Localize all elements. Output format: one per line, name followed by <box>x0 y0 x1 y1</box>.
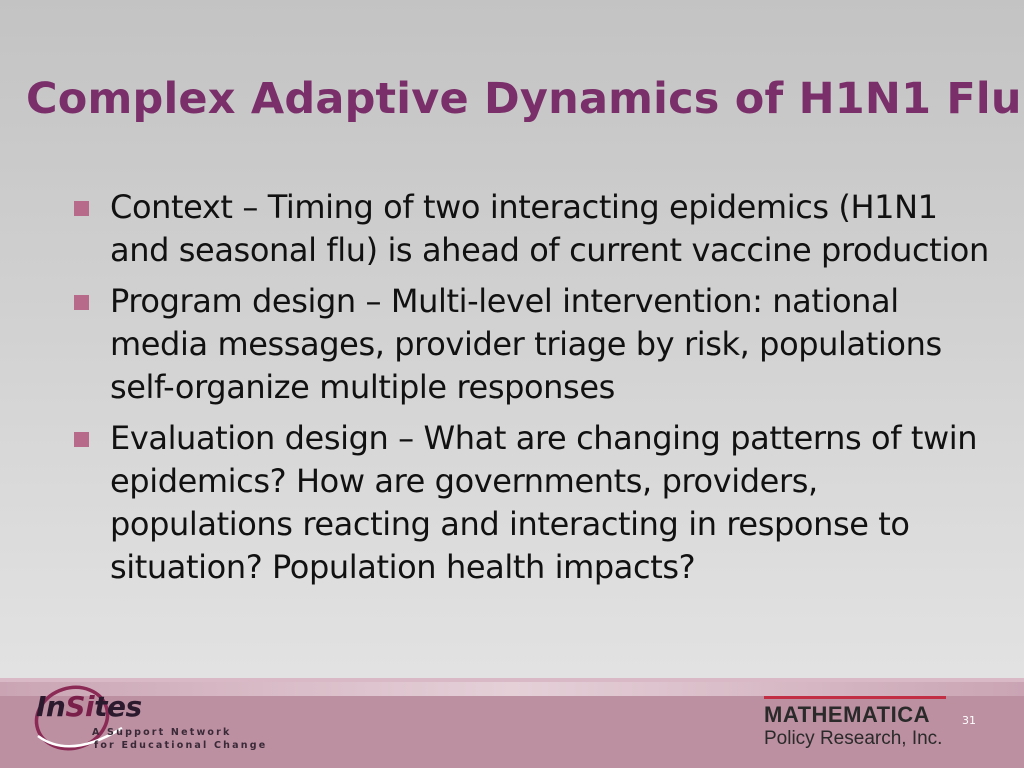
bullet-text: Program design – Multi-level intervention: national media messages, provider triage by risk, populations self-organize multiple responses <box>110 282 942 406</box>
square-bullet-icon <box>74 432 89 447</box>
bullet-item <box>70 280 990 409</box>
square-bullet-icon <box>74 295 89 310</box>
bullet-item <box>70 417 990 589</box>
mathematica-subtitle: Policy Research, Inc. <box>764 728 943 749</box>
insites-logo <box>30 678 268 768</box>
mathematica-accent-bar <box>764 696 946 699</box>
bullet-text: Context – Timing of two interacting epidemics (H1N1 and seasonal flu) is ahead of current vaccine production <box>110 188 989 269</box>
slide-title: Complex Adaptive Dynamics of H1N1 Flu <box>26 74 1022 124</box>
insites-wordmark: InSites <box>36 690 142 723</box>
bullet-list <box>70 186 990 597</box>
mathematica-logo: MATHEMATICA <box>764 702 930 727</box>
insites-tagline-1: A Support Network <box>92 727 232 738</box>
bullet-item <box>70 186 990 272</box>
slide-footer <box>0 678 1024 768</box>
square-bullet-icon <box>74 201 89 216</box>
slide-number: 31 <box>962 714 976 727</box>
insites-tagline-2: for Educational Change <box>94 740 268 751</box>
bullet-text: Evaluation design – What are changing patterns of twin epidemics? How are governments, providers, populations reacting and interacting in response to situation? Population health impacts? <box>110 419 978 586</box>
